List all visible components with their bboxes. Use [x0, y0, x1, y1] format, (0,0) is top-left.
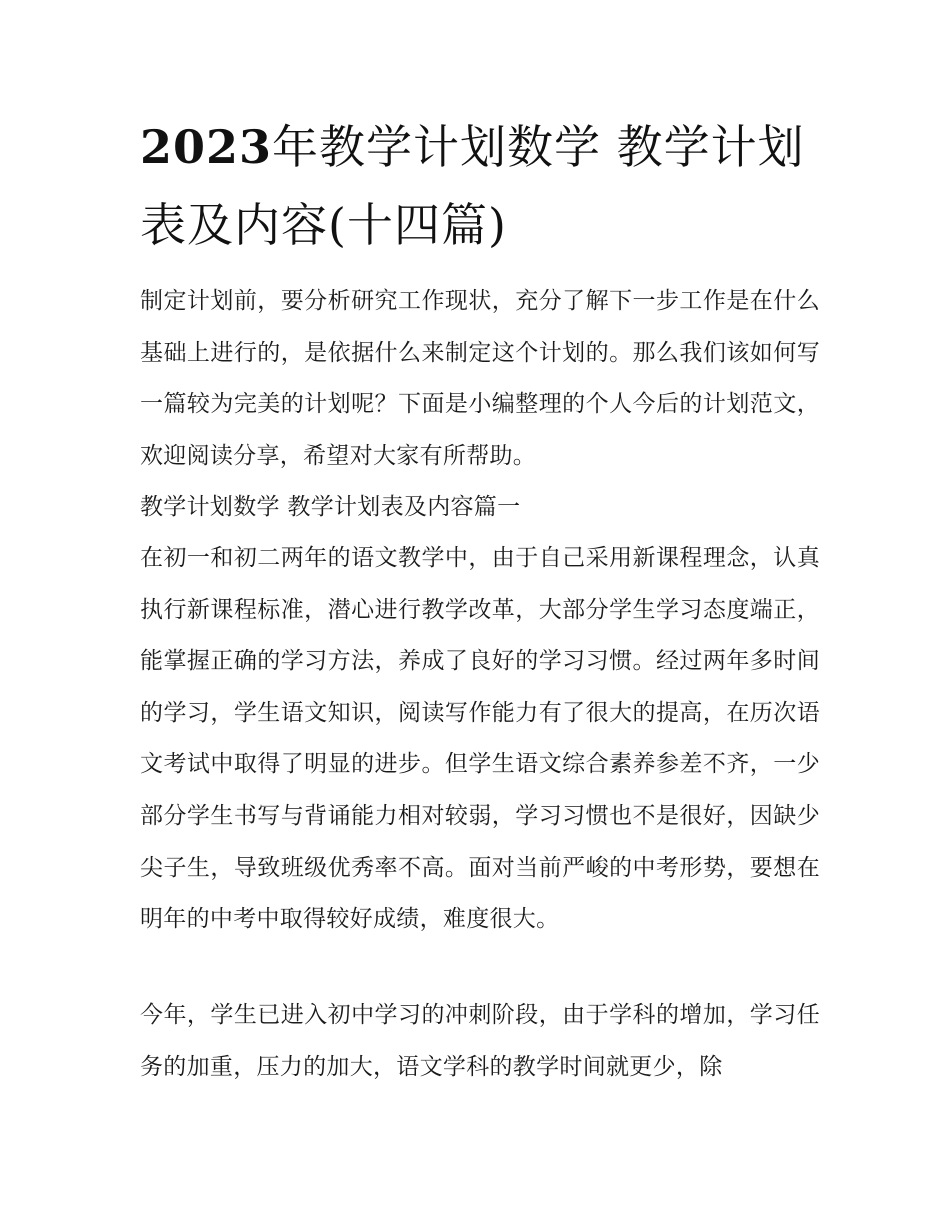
title-year: 2023	[140, 120, 273, 174]
section-heading: 教学计划数学 教学计划表及内容篇一	[140, 494, 521, 520]
body-paragraph-1: 在初一和初二两年的语文教学中，由于自己采用新课程理念，认真执行新课程标准，潜心进行教学改革，大部分学生学习态度端正，能掌握正确的学习方法，养成了良好的学习习惯。经过两年多时间的学习，学生语文知识，阅读写作能力有了很大的提高，在历次语文考试中取得了明显的进步。但学生语文综合素养参差不齐，一少部分学生书写与背诵能力相对较弱，学习习惯也不是很好，因缺少尖子生，导致班级优秀率不高。面对当前严峻的中考形势，要想在明年的中考中取得较好成绩，难度很大。	[140, 545, 820, 933]
intro-paragraph: 制定计划前，要分析研究工作现状，充分了解下一步工作是在什么基础上进行的，是依据什么来制定这个计划的。那么我们该如何写一篇较为完美的计划呢？下面是小编整理的个人今后的计划范文，欢迎阅读分享，希望对大家有所帮助。	[140, 288, 820, 469]
title-text: 年教学计划数学 教学计划表及内容(十四篇)	[140, 120, 805, 252]
document-title	[140, 108, 820, 264]
body-paragraph-2: 今年，学生已进入初中学习的冲刺阶段，由于学科的增加，学习任务的加重，压力的加大，语文学科的教学时间就更少，除	[140, 1002, 820, 1080]
